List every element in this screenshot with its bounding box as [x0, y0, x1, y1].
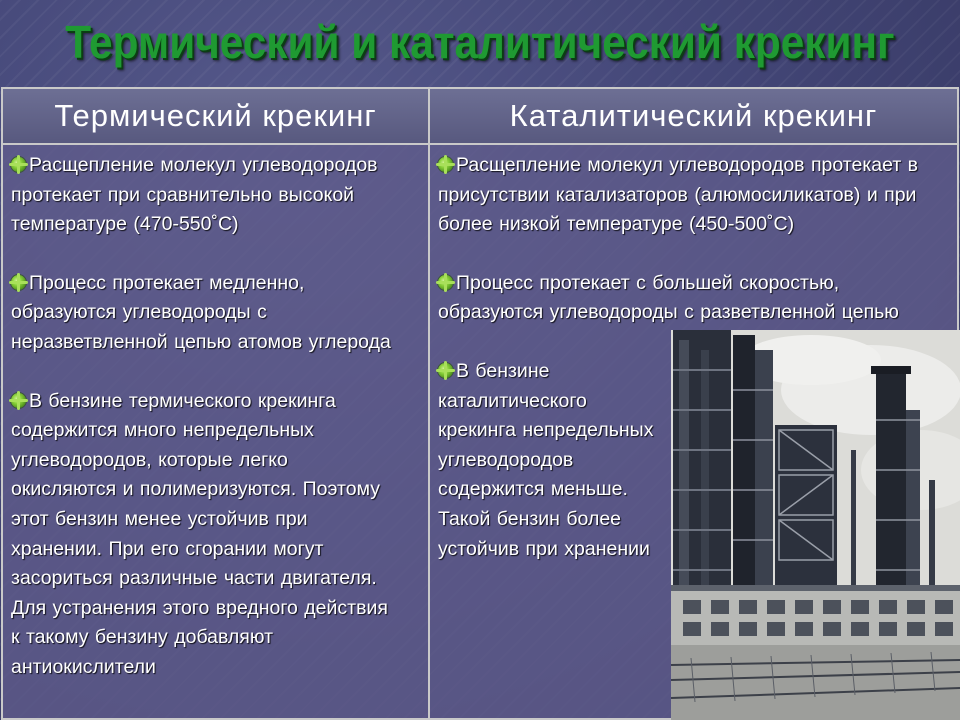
bullet-text-line: этот бензин менее устойчив при	[11, 507, 308, 530]
bullet-text-line: протекает при сравнительно высокой	[11, 183, 355, 206]
refinery-plant-image	[671, 330, 960, 720]
bullet-text-line: образуются углеводороды с разветвленной цепью	[438, 301, 899, 324]
thermal-bullet-2	[11, 269, 420, 358]
bullet-text-line: температуре (470-550˚С)	[11, 213, 239, 236]
bullet-text-line: Такой бензин более	[438, 507, 622, 530]
green-star-bullet-icon	[438, 363, 453, 378]
bullet-text-line: к такому бензину добавляют	[11, 626, 273, 649]
bullet-text-line: более низкой температуре (450-500˚С)	[438, 213, 795, 236]
bullet-text-line: Для устранения этого вредного действия	[11, 596, 388, 619]
bullet-text-line: присутствии катализаторов (алюмосиликатов) и при	[438, 183, 917, 206]
green-star-bullet-icon	[438, 275, 453, 290]
bullet-text-line: засориться различные части двигателя.	[11, 567, 377, 590]
green-star-bullet-icon	[11, 275, 26, 290]
bullet-text-line: В бензине термического крекинга	[29, 389, 336, 412]
bullet-text-line: образуются углеводороды с	[11, 301, 267, 324]
green-star-bullet-icon	[438, 157, 453, 172]
bullet-text-line: Процесс протекает медленно,	[29, 271, 305, 294]
thermal-bullet-3	[11, 387, 420, 683]
bullet-text-line: содержится много непредельных	[11, 419, 314, 442]
bullet-text-line: хранении. При его сгорании могут	[11, 537, 324, 560]
green-star-bullet-icon	[11, 393, 26, 408]
header-catalytic-cracking: Каталитический крекинг	[429, 88, 958, 144]
bullet-text-line: содержится меньше.	[438, 478, 628, 501]
thermal-cracking-cell	[2, 144, 429, 719]
bullet-text-line: устойчив при хранении	[438, 537, 650, 560]
bullet-text-line: крекинга непредельных	[438, 419, 654, 442]
catalytic-bullet-2	[438, 269, 949, 328]
catalytic-bullet-1	[438, 151, 949, 240]
bullet-text-line: антиокислители	[11, 655, 156, 678]
bullet-text-line: каталитического	[438, 389, 587, 412]
bullet-text-line: Расщепление молекул углеводородов протекает в	[456, 154, 919, 176]
green-star-bullet-icon	[11, 157, 26, 172]
slide-title: Термический и каталитический крекинг	[65, 16, 895, 68]
bullet-text-line: Процесс протекает с большей скоростью,	[456, 271, 840, 294]
bullet-text-line: неразветвленной цепью атомов углерода	[11, 330, 391, 353]
bullet-text-line: углеводородов, которые легко	[11, 448, 288, 471]
header-thermal-cracking: Термический крекинг	[2, 88, 429, 144]
bullet-text-line: В бензине	[456, 359, 550, 382]
refinery-plant-illustration	[671, 330, 960, 720]
bullet-text-line: окисляются и полимеризуются. Поэтому	[11, 478, 380, 501]
thermal-bullet-1	[11, 151, 420, 240]
bullet-text-line: углеводородов	[438, 448, 574, 471]
bullet-text-line: Расщепление молекул углеводородов	[29, 154, 378, 176]
